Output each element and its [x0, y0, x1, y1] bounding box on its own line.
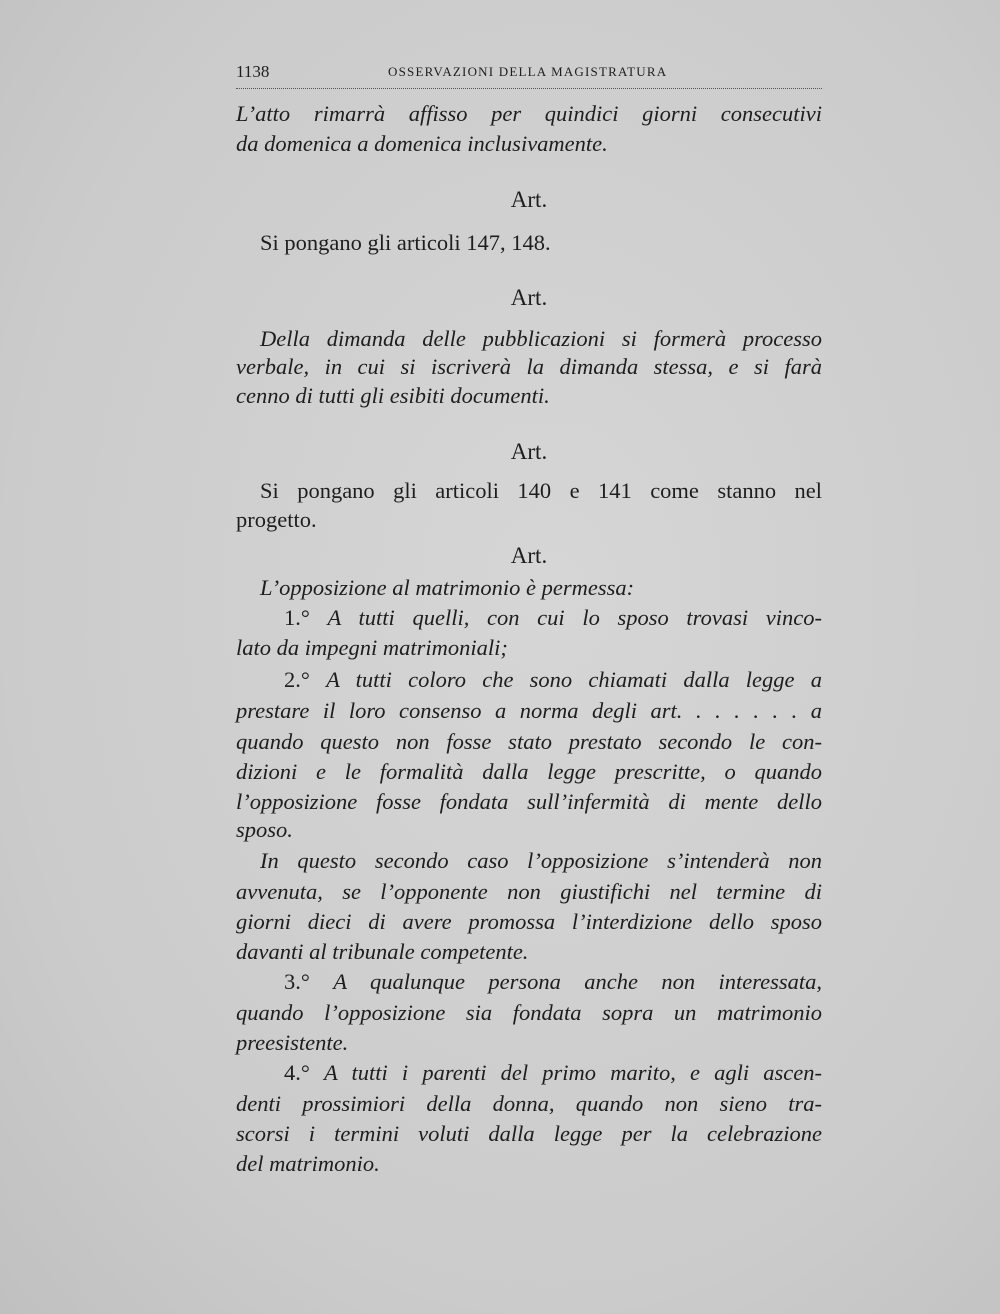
text-line: da domenica a domenica inclusivamente.: [236, 131, 608, 156]
running-title: OSSERVAZIONI DELLA MAGISTRATURA: [388, 64, 668, 79]
text-line: Della dimanda delle pubblicazioni si formerà processo: [260, 326, 822, 351]
list-item-text: A qualunque persona anche non interessata,: [333, 969, 822, 994]
text-line: lato da impegni matrimoniali;: [236, 635, 508, 660]
text-line: Si pongano gli articoli 140 e 141 come stanno nel: [260, 478, 822, 503]
list-number: 1.°: [284, 605, 310, 630]
text-line: cenno di tutti gli esibiti documenti.: [236, 383, 550, 408]
page-number: 1138: [236, 62, 270, 81]
page-header: [236, 62, 822, 89]
list-item-line: [284, 666, 822, 694]
text-line: quando questo non fosse stato prestato secondo le con-: [236, 729, 822, 754]
text-line: giorni dieci di avere promossa l’interdizione dello sposo: [236, 909, 822, 934]
list-item-line: [284, 604, 822, 632]
text-line: verbale, in cui si iscriverà la dimanda stessa, e si farà: [236, 354, 822, 379]
article-heading: Art.: [510, 439, 548, 464]
text-line: Si pongano gli articoli 147, 148.: [260, 230, 551, 255]
text-line: prestare il loro consenso a norma degli art. . . . . . . a: [236, 698, 822, 723]
text-line: L’atto rimarrà affisso per quindici giorni consecutivi: [236, 101, 822, 126]
list-item-text: A tutti quelli, con cui lo sposo trovasi vinco-: [327, 605, 822, 630]
list-number: 3.°: [284, 969, 310, 994]
article-heading: Art.: [510, 543, 548, 568]
text-line: l’opposizione fosse fondata sull’infermità di mente dello: [236, 789, 822, 814]
list-number: 2.°: [284, 667, 310, 692]
text-line: preesistente.: [236, 1030, 349, 1055]
text-line: progetto.: [236, 507, 317, 532]
text-line: sposo.: [236, 817, 293, 842]
list-intro: L’opposizione al matrimonio è permessa:: [260, 575, 635, 600]
text-line: davanti al tribunale competente.: [236, 939, 529, 964]
text-line: In questo secondo caso l’opposizione s’intenderà non: [260, 848, 822, 873]
text-line: dizioni e le formalità dalla legge prescritte, o quando: [236, 759, 822, 784]
article-heading: Art.: [510, 285, 548, 310]
text-line: del matrimonio.: [236, 1151, 380, 1176]
text-line: avvenuta, se l’opponente non giustifichi nel termine di: [236, 879, 822, 904]
text-line: denti prossimiori della donna, quando non sieno tra-: [236, 1091, 822, 1116]
list-item-text: A tutti coloro che sono chiamati dalla legge a: [326, 667, 822, 692]
text-line: quando l’opposizione sia fondata sopra un matrimonio: [236, 1000, 822, 1025]
list-number: 4.°: [284, 1060, 310, 1085]
list-item-line: [284, 968, 822, 996]
list-item-text: A tutti i parenti del primo marito, e agli ascen-: [324, 1060, 823, 1085]
article-heading: Art.: [510, 187, 548, 212]
list-item-line: [284, 1059, 822, 1087]
text-line: scorsi i termini voluti dalla legge per la celebrazione: [236, 1121, 822, 1146]
